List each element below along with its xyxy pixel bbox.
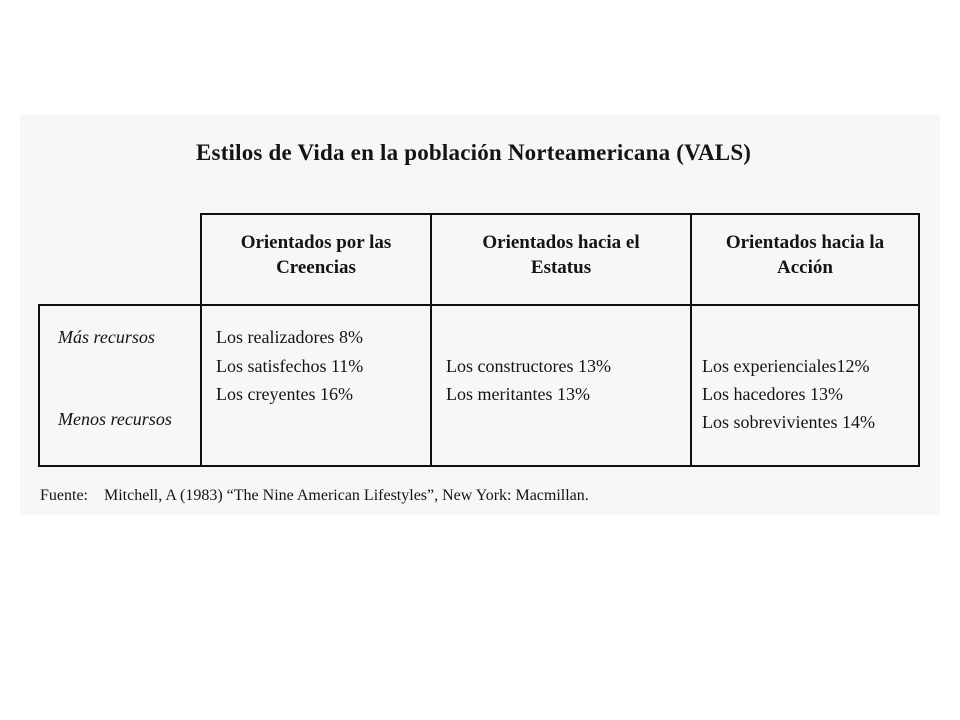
cell-creencias-2: Los satisfechos 11% [216, 356, 364, 376]
table-left-border [38, 304, 40, 467]
table-title: Estilos de Vida en la población Norteamericana (VALS) [196, 140, 752, 165]
column-header-line: Orientados hacia el [482, 232, 640, 253]
column-header-line: Orientados hacia la [725, 232, 885, 253]
column-header-line: Estatus [530, 257, 592, 278]
column-header-line: Creencias [276, 257, 356, 278]
table-top-border [200, 213, 920, 215]
column-header-creencias [202, 230, 430, 280]
table-right-border [918, 213, 920, 467]
column-header-line: Orientados por las [240, 232, 392, 253]
cell-estatus-2: Los meritantes 13% [446, 384, 590, 404]
table-bottom-border [38, 465, 920, 467]
source-label: Fuente: [40, 487, 88, 504]
cell-accion-1: Los experienciales12% [702, 356, 870, 376]
cell-accion-3: Los sobrevivientes 14% [702, 412, 875, 432]
source-citation [40, 487, 589, 505]
column-header-accion [692, 230, 918, 280]
cell-accion-2: Los hacedores 13% [702, 384, 843, 404]
cell-creencias-1: Los realizadores 8% [216, 327, 363, 347]
column-header-line: Acción [777, 257, 833, 278]
row-label-menos-recursos: Menos recursos [58, 409, 172, 429]
column-header-estatus [432, 230, 690, 280]
header-divider [38, 304, 920, 306]
cell-estatus-1: Los constructores 13% [446, 356, 611, 376]
source-text: Mitchell, A (1983) “The Nine American Lifestyles”, New York: Macmillan. [104, 487, 589, 504]
cell-creencias-3: Los creyentes 16% [216, 384, 353, 404]
row-label-mas-recursos: Más recursos [58, 327, 155, 347]
scanned-page [20, 115, 940, 515]
